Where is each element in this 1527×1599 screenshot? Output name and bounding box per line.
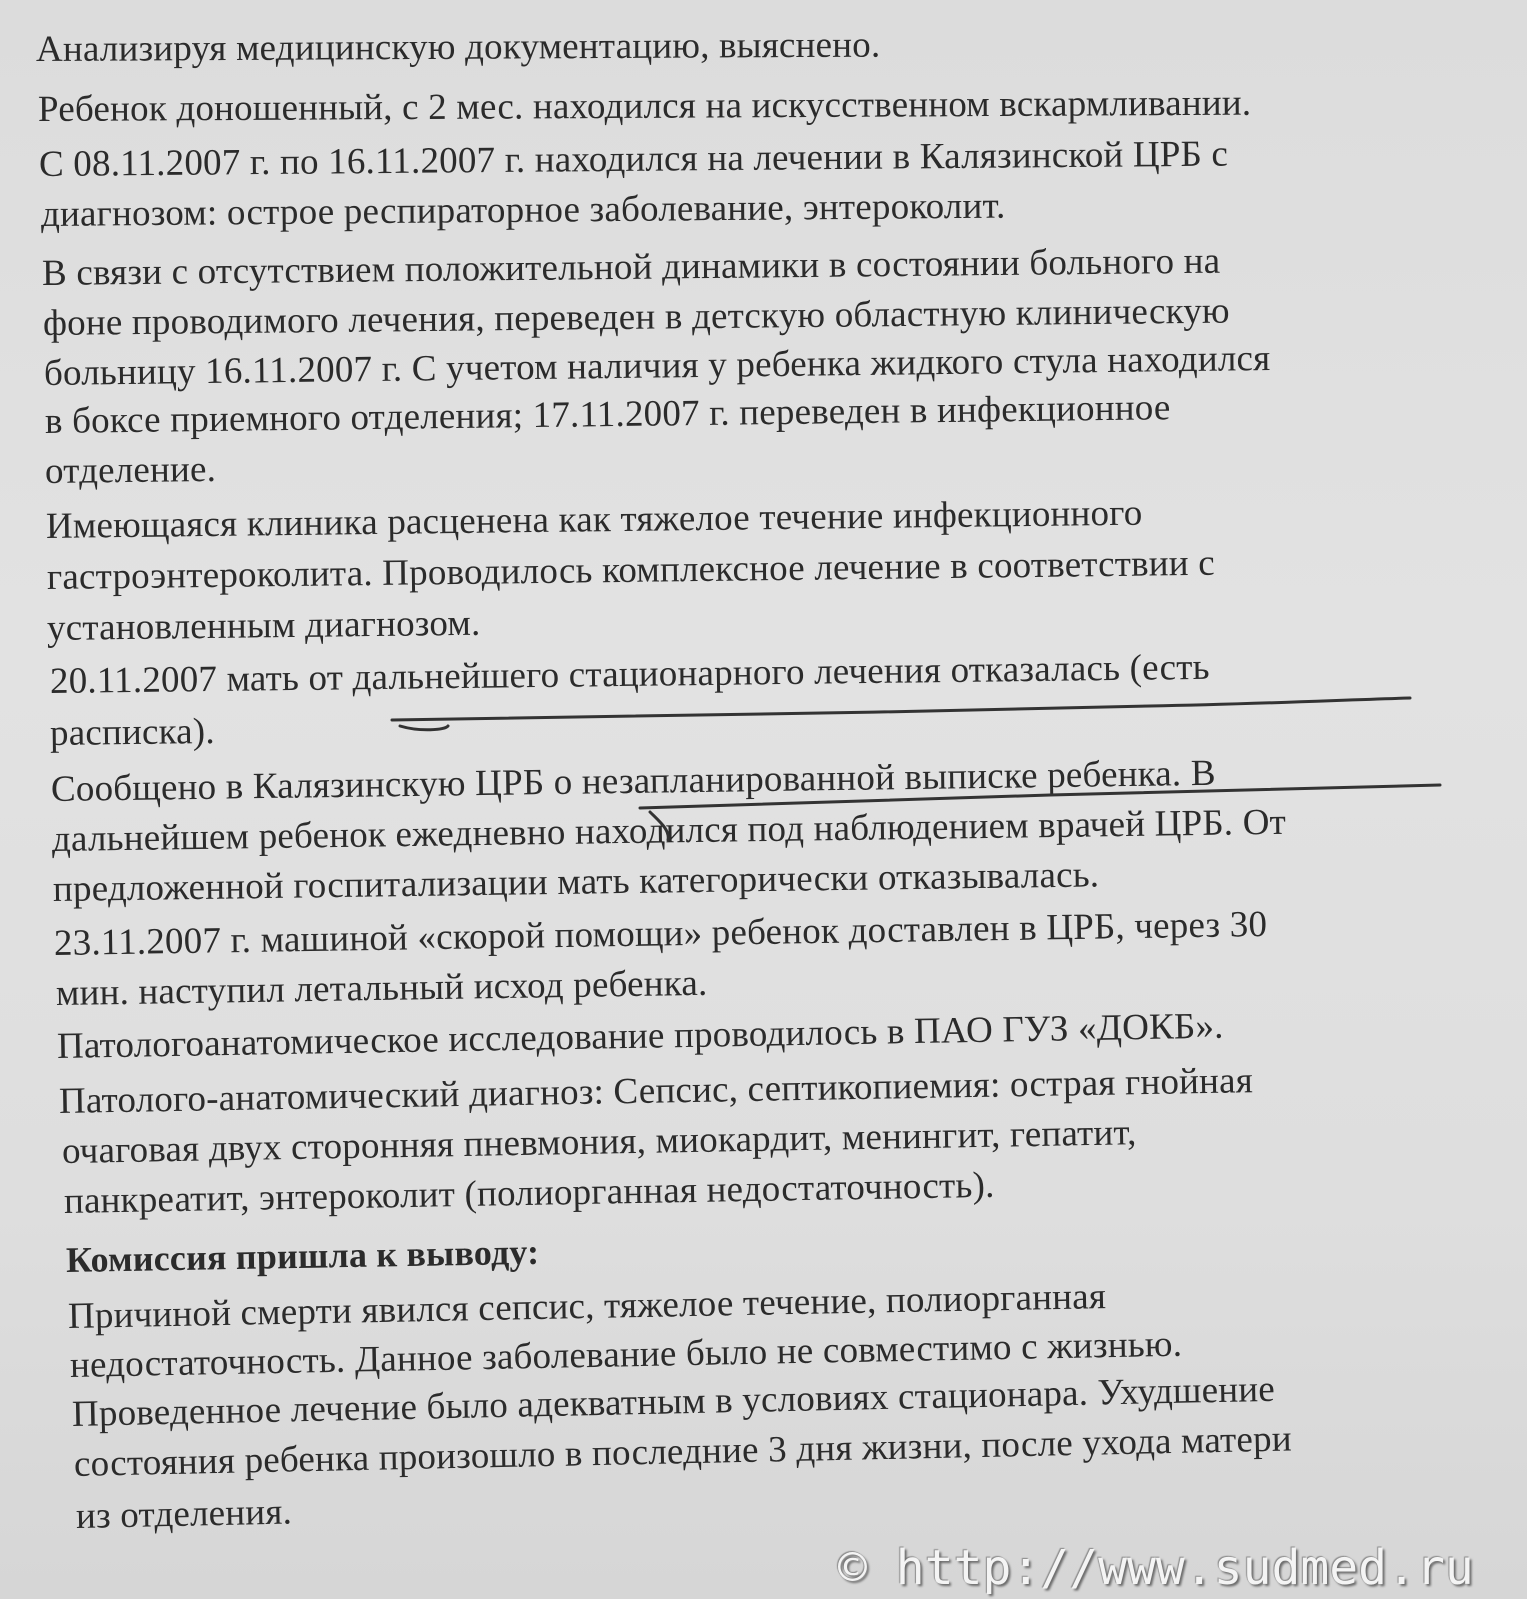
text-line-27: Проведенное лечение было адекватным в условиях стационара. Ухудшение (71, 1368, 1276, 1435)
text-line-2: Ребенок доношенный, с 2 мес. находился на искусственном вскармливании. (37, 82, 1252, 130)
text-line-12: установленным диагнозом. (46, 602, 481, 649)
text-line-15: Сообщено в Калязинскую ЦРБ о незапланированной выписке ребенка. В (50, 752, 1216, 810)
text-line-18: 23.11.2007 г. машиной «скорой помощи» ребенок доставлен в ЦРБ, через 30 (53, 903, 1268, 964)
text-line-14: расписка). (49, 710, 216, 754)
text-line-26: недостаточность. Данное заболевание было не совместимо с жизнью. (69, 1323, 1183, 1386)
watermark: © http://www.sudmed.ru (838, 1540, 1474, 1596)
text-line-16: дальнейшем ребенок ежедневно находился под наблюдением врачей ЦРБ. От (51, 801, 1287, 860)
text-line-21: Патолого-анатомический диагноз: Сепсис, септикопиемия: острая гнойная (58, 1060, 1254, 1122)
text-line-20: Патологоанатомическое исследование проводилось в ПАО ГУЗ «ДОКБ». (56, 1005, 1224, 1067)
text-line-11: гастроэнтероколита. Проводилось комплексное лечение в соответствии с (46, 542, 1216, 598)
text-line-17: предложенной госпитализации мать категорически отказывалась. (52, 854, 1100, 910)
text-line-22: очаговая двух сторонняя пневмония, миокардит, менингит, гепатит, (61, 1112, 1137, 1172)
text-line-10: Имеющаяся клиника расценена как тяжелое течение инфекционного (45, 492, 1143, 547)
text-line-23: панкреатит, энтероколит (полиорганная недостаточность). (63, 1164, 995, 1222)
text-line-25: Причиной смерти явился сепсис, тяжелое течение, полиорганная (67, 1276, 1107, 1337)
conclusion-heading: Комиссия пришла к выводу: (65, 1231, 540, 1280)
underline-refusal (392, 698, 1410, 730)
text-line-7: больницу 16.11.2007 г. С учетом наличия у ребенка жидкого стула находился (43, 338, 1271, 394)
text-line-8: в боксе приемного отделения; 17.11.2007 г. переведен в инфекционное (44, 387, 1171, 442)
text-line-6: фоне проводимого лечения, переведен в детскую областную клиническую (42, 290, 1230, 344)
text-line-4: диагнозом: острое респираторное заболевание, энтероколит. (40, 185, 1006, 235)
text-line-13: 20.11.2007 мать от дальнейшего стационарного лечения отказалась (есть (49, 646, 1210, 702)
text-line-1: Анализируя медицинскую документацию, выяснено. (35, 24, 881, 70)
text-line-5: В связи с отсутствием положительной динамики в состоянии больного на (41, 240, 1221, 294)
text-line-19: мин. наступил летальный исход ребенка. (55, 962, 708, 1014)
text-line-28: состояния ребенка произошло в последние 3 дня жизни, после ухода матери (73, 1418, 1293, 1485)
text-line-3: С 08.11.2007 г. по 16.11.2007 г. находился на лечении в Калязинской ЦРБ с (38, 133, 1229, 185)
text-line-29: из отделения. (75, 1491, 293, 1537)
text-line-9: отделение. (44, 448, 217, 492)
